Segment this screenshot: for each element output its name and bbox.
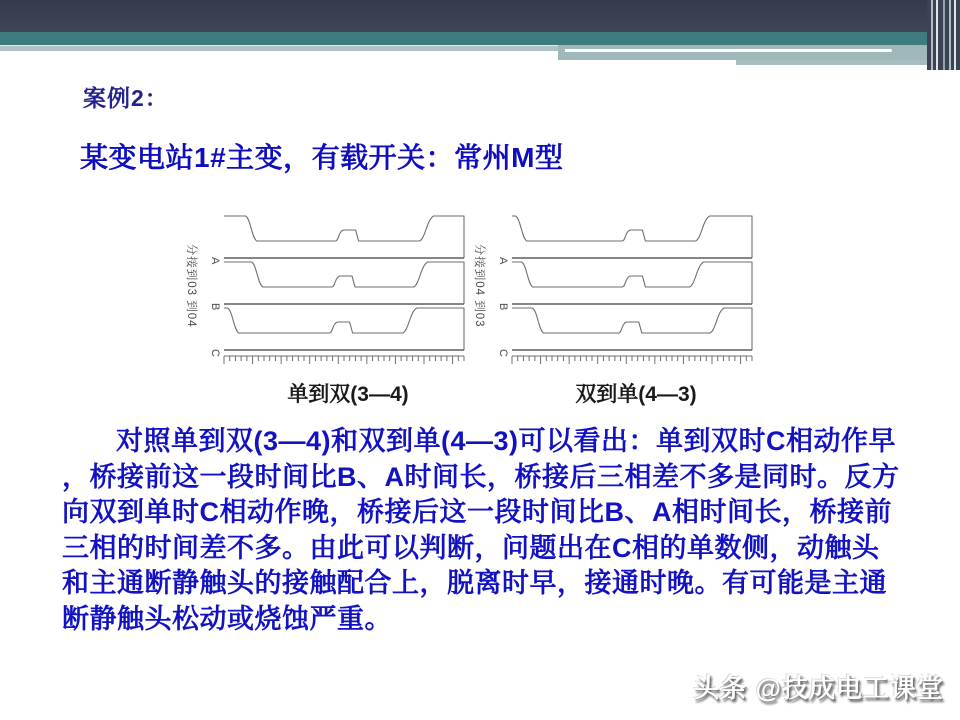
analysis-line: 对照单到双(3—4)和双到单(4—3)可以看出：单到双时C相动作早 [116, 426, 897, 456]
chart-side-label: 分接到03 到04 [185, 243, 197, 328]
chart-caption-right: 双到单(4—3) [575, 383, 697, 406]
analysis-line: 三相的时间差不多。由此可以判断，问题出在C相的单数侧，动触头 [62, 532, 880, 563]
analysis-line: 向双到单时C相动作晚，桥接后这一段时间比B、A相时间长，桥接前 [62, 497, 892, 527]
trace-letter: A [209, 257, 221, 265]
corner-stripes-decoration [927, 0, 960, 70]
analysis-paragraph [62, 424, 910, 637]
waveform-svg-left [172, 206, 472, 372]
header-accent-line [565, 49, 892, 52]
header-bar-teal [0, 32, 960, 45]
analysis-line: ，桥接前这一段时间比B、A时间长，桥接后三相差不多是同时。反方 [62, 461, 900, 492]
trace-letter: B [497, 303, 509, 311]
trace-C [512, 308, 752, 350]
waveform-chart-double-to-single [460, 206, 760, 408]
trace-B [224, 262, 464, 304]
trace-B [512, 262, 752, 304]
trace-letter: C [497, 349, 509, 357]
trace-letter: B [209, 303, 221, 311]
header-bar-navy [0, 0, 960, 32]
trace-C [224, 308, 464, 350]
waveform-chart-single-to-double [172, 206, 472, 408]
charts-area [0, 206, 960, 418]
analysis-line: 断静触头松动或烧蚀严重。 [62, 603, 392, 634]
trace-letter: A [497, 257, 509, 265]
chart-side-label: 分接到04 到03 [473, 243, 485, 328]
watermark-text: 头条 @技成电工课堂 [693, 673, 944, 703]
case-title: 案例2： [83, 85, 169, 111]
chart-caption-left: 单到双(3—4) [287, 383, 409, 406]
trace-letter: C [209, 349, 221, 357]
analysis-line: 和主通断静触头的接触配合上，脱离时早，接通时晚。有可能是主通 [62, 568, 887, 598]
trace-A [512, 216, 752, 258]
case-subtitle: 某变电站1#主变，有载开关：常州M型 [80, 142, 564, 173]
waveform-svg-right [460, 206, 760, 372]
trace-A [224, 216, 464, 258]
header-bar-sage-right [558, 45, 960, 60]
